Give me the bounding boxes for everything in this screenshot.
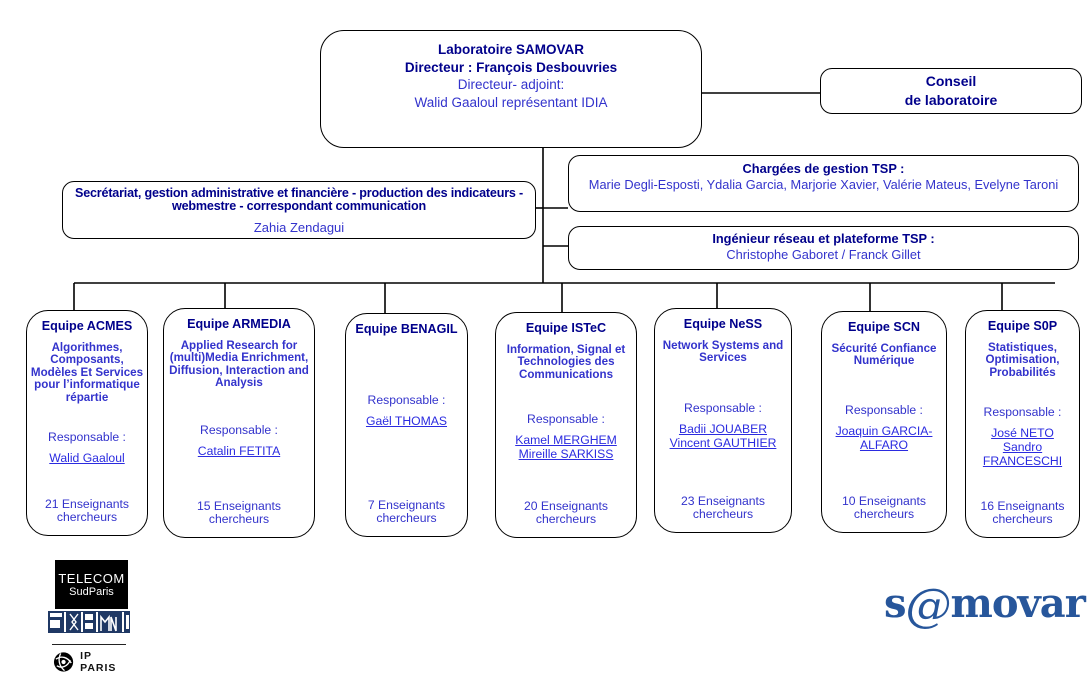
leader-link[interactable]: Catalin FETITA xyxy=(197,444,281,459)
logo-divider xyxy=(52,644,126,645)
leader-link[interactable]: Badii JOUABER xyxy=(678,421,768,436)
team-description: Algorithmes, Composants, Modèles Et Services pour l’informatique répartie xyxy=(30,341,144,404)
team-count: 16 Enseignants chercheurs xyxy=(980,499,1065,526)
secretariat-name: Zahia Zendagui xyxy=(253,219,345,235)
team-count: 20 Enseignants chercheurs xyxy=(523,499,609,526)
samovar-logo-movar: movar xyxy=(950,580,1085,627)
team-name: Equipe ARMEDIA xyxy=(187,317,291,331)
samovar-logo-s: s xyxy=(884,580,906,627)
ip-paris-icon xyxy=(53,651,74,673)
team-box-acmes xyxy=(26,310,148,536)
team-description: Statistiques, Optimisation, Probabilités xyxy=(985,341,1060,379)
gestion-box xyxy=(568,155,1079,212)
team-count: 21 Enseignants chercheurs xyxy=(44,497,130,524)
leader-link[interactable]: Joaquin GARCIA-ALFARO xyxy=(835,423,933,452)
team-description: Network Systems and Services xyxy=(662,339,784,365)
gestion-title: Chargées de gestion TSP : xyxy=(742,161,905,176)
responsable-label: Responsable : xyxy=(845,402,923,417)
responsable-label: Responsable : xyxy=(684,400,762,415)
team-description: Applied Research for (multi)Media Enrichment, Diffusion, Interaction and Analysis xyxy=(169,339,309,390)
secretariat-box xyxy=(62,181,536,239)
team-name: Equipe NeSS xyxy=(683,317,763,331)
samovar-logo-at: @ xyxy=(905,578,951,632)
responsable-label: Responsable : xyxy=(200,423,278,438)
leader-link[interactable]: Walid Gaaloul xyxy=(49,451,125,466)
telecom-logo-line2: SudParis xyxy=(69,586,114,598)
leader-link[interactable]: Gaël THOMAS xyxy=(365,413,448,428)
secretariat-title: Secrétariat, gestion administrative et financière - production des indicateurs - webmestre - correspondant communication xyxy=(75,186,523,213)
team-count: 23 Enseignants chercheurs xyxy=(680,494,766,521)
team-description: Information, Signal et Technologies des Communications xyxy=(506,343,626,381)
team-box-s0p xyxy=(965,310,1080,538)
reseau-box xyxy=(568,226,1079,270)
reseau-names: Christophe Gaboret / Franck Gillet xyxy=(726,246,921,262)
team-description: Sécurité Confiance Numérique xyxy=(831,342,937,368)
deputy-name: Walid Gaaloul représentant IDIA xyxy=(414,94,608,110)
deputy-label: Directeur- adjoint: xyxy=(457,77,565,93)
team-count: 15 Enseignants chercheurs xyxy=(196,499,282,526)
team-count: 7 Enseignants chercheurs xyxy=(367,498,446,525)
team-box-scn xyxy=(821,311,947,533)
team-box-benagil xyxy=(345,313,468,537)
team-name: Equipe BENAGIL xyxy=(355,322,458,336)
team-name: Equipe SCN xyxy=(847,320,921,334)
reseau-title: Ingénieur réseau et plateforme TSP : xyxy=(712,231,935,246)
team-box-istec xyxy=(495,312,637,538)
conseil-line1: Conseil xyxy=(925,73,977,89)
team-name: Equipe ISTeC xyxy=(525,321,607,335)
team-name: Equipe S0P xyxy=(987,319,1058,333)
conseil-line2: de laboratoire xyxy=(904,91,998,108)
leader-link[interactable]: Mireille SARKISS xyxy=(518,447,614,462)
conseil-box xyxy=(820,68,1082,114)
team-count: 10 Enseignants chercheurs xyxy=(841,494,927,521)
team-name: Equipe ACMES xyxy=(41,319,133,333)
telecom-logo-line1: TELECOM xyxy=(58,571,125,586)
responsable-label: Responsable : xyxy=(48,430,126,445)
responsable-label: Responsable : xyxy=(527,412,605,427)
leader-link[interactable]: José NETO xyxy=(991,425,1054,440)
ip-paris-label: IP PARIS xyxy=(80,650,117,674)
team-box-ness xyxy=(654,308,792,533)
director-line: Directeur : François Desbouvries xyxy=(404,59,618,75)
gestion-names: Marie Degli-Esposti, Ydalia Garcia, Marjorie Xavier, Valérie Mateus, Evelyne Taroni xyxy=(588,176,1059,192)
leader-link[interactable]: Sandro FRANCESCHI xyxy=(982,439,1063,468)
samovar-logo xyxy=(884,578,1085,632)
team-box-armedia xyxy=(163,308,315,538)
telecom-pattern-band xyxy=(48,611,130,633)
telecom-sudparis-logo xyxy=(48,560,130,674)
ip-paris-logo xyxy=(53,650,130,674)
responsable-label: Responsable : xyxy=(983,404,1062,419)
leader-link[interactable]: Kamel MERGHEM xyxy=(515,433,617,448)
leader-link[interactable]: Vincent GAUTHIER xyxy=(669,435,777,450)
responsable-label: Responsable : xyxy=(367,392,446,407)
telecom-logo-block xyxy=(55,560,128,609)
lab-title: Laboratoire SAMOVAR xyxy=(437,42,584,57)
main-direction-box xyxy=(320,30,702,148)
